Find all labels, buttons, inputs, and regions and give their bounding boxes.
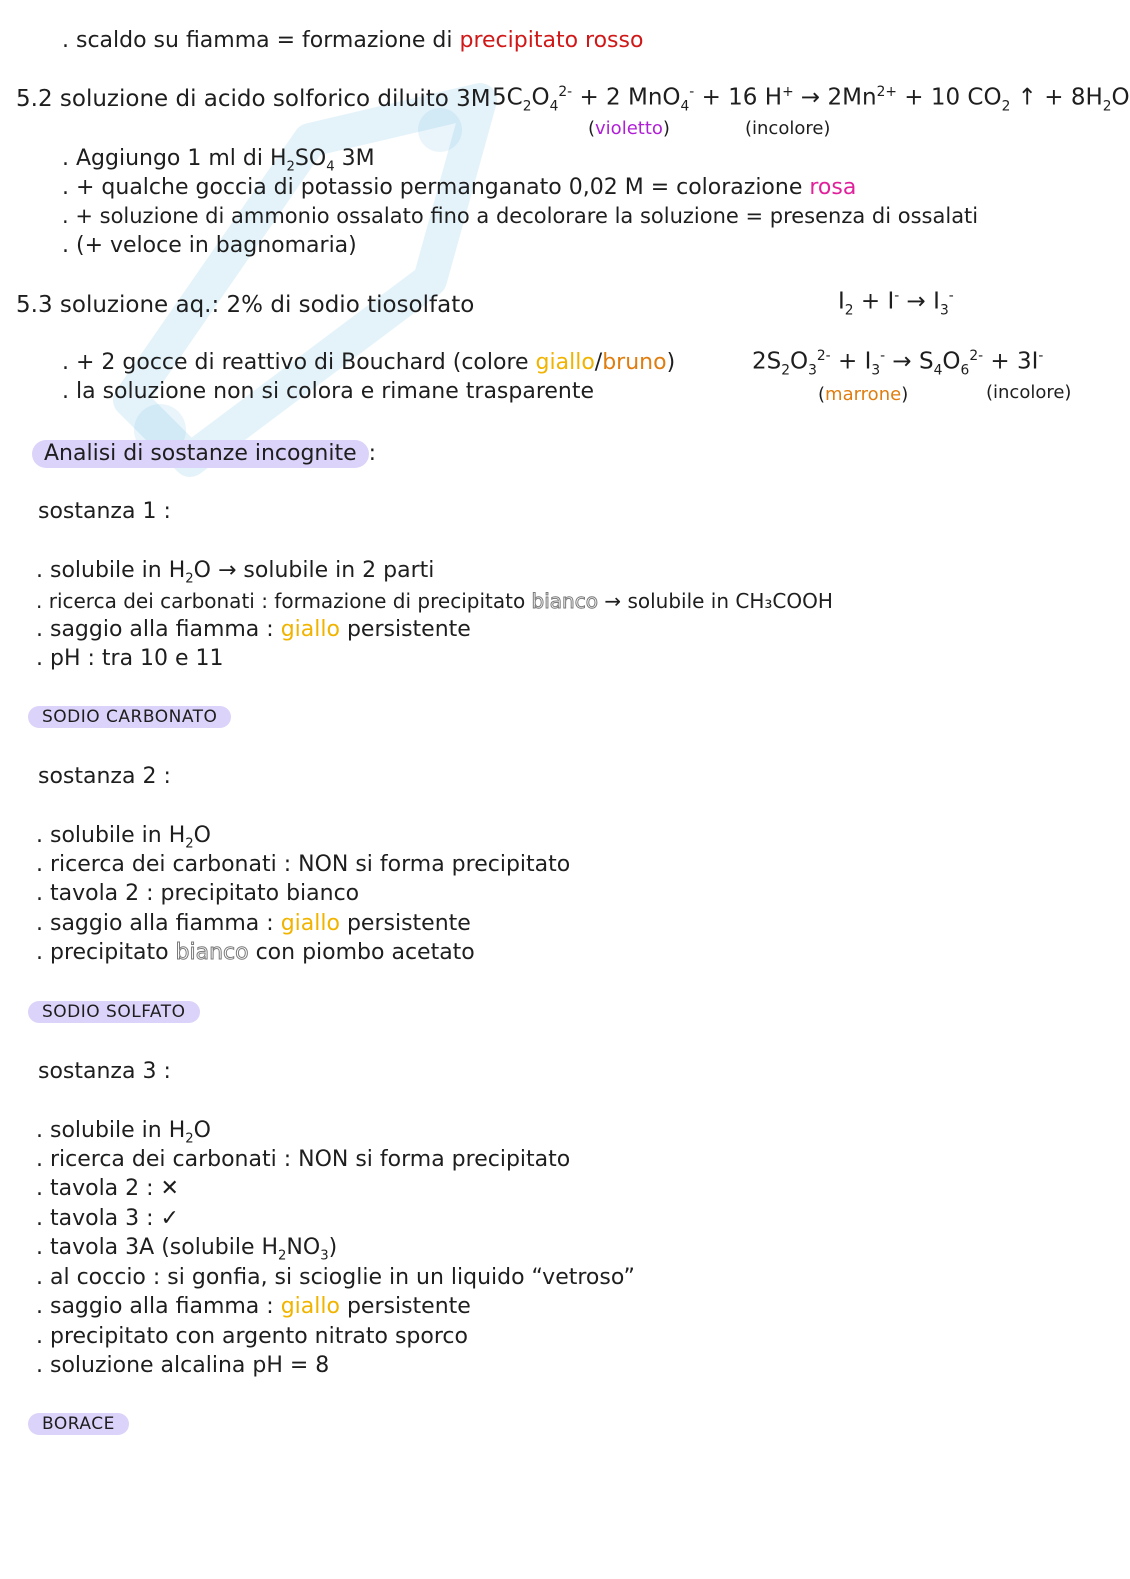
result-badge-sodium-sulfate: SODIO SOLFATO (28, 1001, 200, 1023)
section-5-3-title: 5.3 soluzione aq.: 2% di sodio tiosolfato (16, 292, 475, 318)
substance-2-line-2: . ricerca dei carbonati : NON si forma precipitato (36, 852, 571, 877)
violet-note: (violetto) (588, 118, 670, 139)
substance-2-line-1: . solubile in $H_2O$ (36, 823, 211, 852)
substance-2-title: sostanza 2 : (38, 764, 171, 789)
colorless-note-5-3: (incolore) (986, 382, 1072, 403)
result-badge-borax: BORACE (28, 1413, 129, 1435)
white-outlined-text: bianco (531, 589, 598, 613)
substance-1-line-4: . pH : tra 10 e 11 (36, 646, 224, 671)
substance-3-line-2: . ricerca dei carbonati : NON si forma precipitato (36, 1147, 571, 1172)
analysis-heading: Analisi di sostanze incognite : (32, 440, 376, 468)
substance-1-line-3: . saggio alla fiamma : giallo persistente (36, 617, 471, 642)
substance-3-line-6: . al coccio : si gonfia, si scioglie in un liquido “vetroso” (36, 1265, 635, 1290)
reaction-thiosulfate: $2S_2O_3^{2-} + I_3^- \to S_4O_6^{2-} + 3I^-$ (752, 348, 1044, 379)
brown-color-text: bruno (602, 350, 667, 375)
colorless-note-5-2: (incolore) (745, 118, 831, 139)
bullet-bouchard: . + 2 gocce di reattivo di Bouchard (colore giallo/bruno) (62, 350, 676, 375)
bullet-ammonium-oxalate: . + soluzione di ammonio ossalato fino a decolorare la soluzione = presenza di ossalati (62, 204, 979, 228)
pink-color-text: rosa (809, 175, 857, 200)
substance-3-line-1: . solubile in $H_2O$ (36, 1118, 211, 1147)
result-badge-sodium-carbonate: SODIO CARBONATO (28, 706, 231, 728)
substance-3-line-5: . tavola 3A (solubile $H_2NO_3$) (36, 1235, 338, 1264)
substance-3-title: sostanza 3 : (38, 1059, 171, 1084)
reaction-iodine-triiodide: $I_2 + I^- \to I_3^-$ (838, 288, 954, 319)
substance-3-line-4: . tavola 3 : ✓ (36, 1206, 179, 1231)
bullet-water-bath: . (+ veloce in bagnomaria) (62, 233, 357, 258)
substance-3-line-8: . precipitato con argento nitrato sporco (36, 1324, 468, 1349)
bullet-permanganate: . + qualche goccia di potassio permanganato 0,02 M = colorazione rosa (62, 175, 857, 200)
flame-test-line (62, 28, 643, 54)
reaction-oxalate-permanganate: $5C_2O_4^{2-} + 2$ MnO$_4$- + 16 $H^+ \to 2Mn^{2+} + 10$ $CO_2$ ↑ + $8H_2O$ (492, 84, 1130, 115)
substance-3-line-9: . soluzione alcalina pH = 8 (36, 1353, 330, 1378)
bullet-transparent: . la soluzione non si colora e rimane trasparente (62, 379, 595, 404)
substance-1-title: sostanza 1 : (38, 499, 171, 524)
substance-2-line-5: . precipitato bianco con piombo acetato (36, 940, 475, 965)
flame-test-text: . scaldo su fiamma = formazione di (62, 28, 453, 53)
substance-2-line-4: . saggio alla fiamma : giallo persistente (36, 911, 471, 936)
bullet-add-h2so4: . Aggiungo 1 ml di $H_2SO_4$ 3M (62, 146, 375, 175)
section-5-2-title: 5.2 soluzione di acido solforico diluito 3M (16, 86, 491, 112)
substance-3-line-3: . tavola 2 : ✕ (36, 1176, 179, 1201)
yellow-color-text: giallo (535, 350, 595, 375)
red-precipitate-text: precipitato rosso (459, 28, 644, 53)
brown-note: (marrone) (818, 384, 909, 405)
substance-1-line-2: . ricerca dei carbonati : formazione di precipitato bianco → solubile in CH₃COOH (36, 589, 833, 613)
substance-3-line-7: . saggio alla fiamma : giallo persistente (36, 1294, 471, 1319)
substance-2-line-3: . tavola 2 : precipitato bianco (36, 881, 360, 906)
substance-1-line-1: . solubile in $H_2O$ → solubile in 2 parti (36, 558, 435, 587)
